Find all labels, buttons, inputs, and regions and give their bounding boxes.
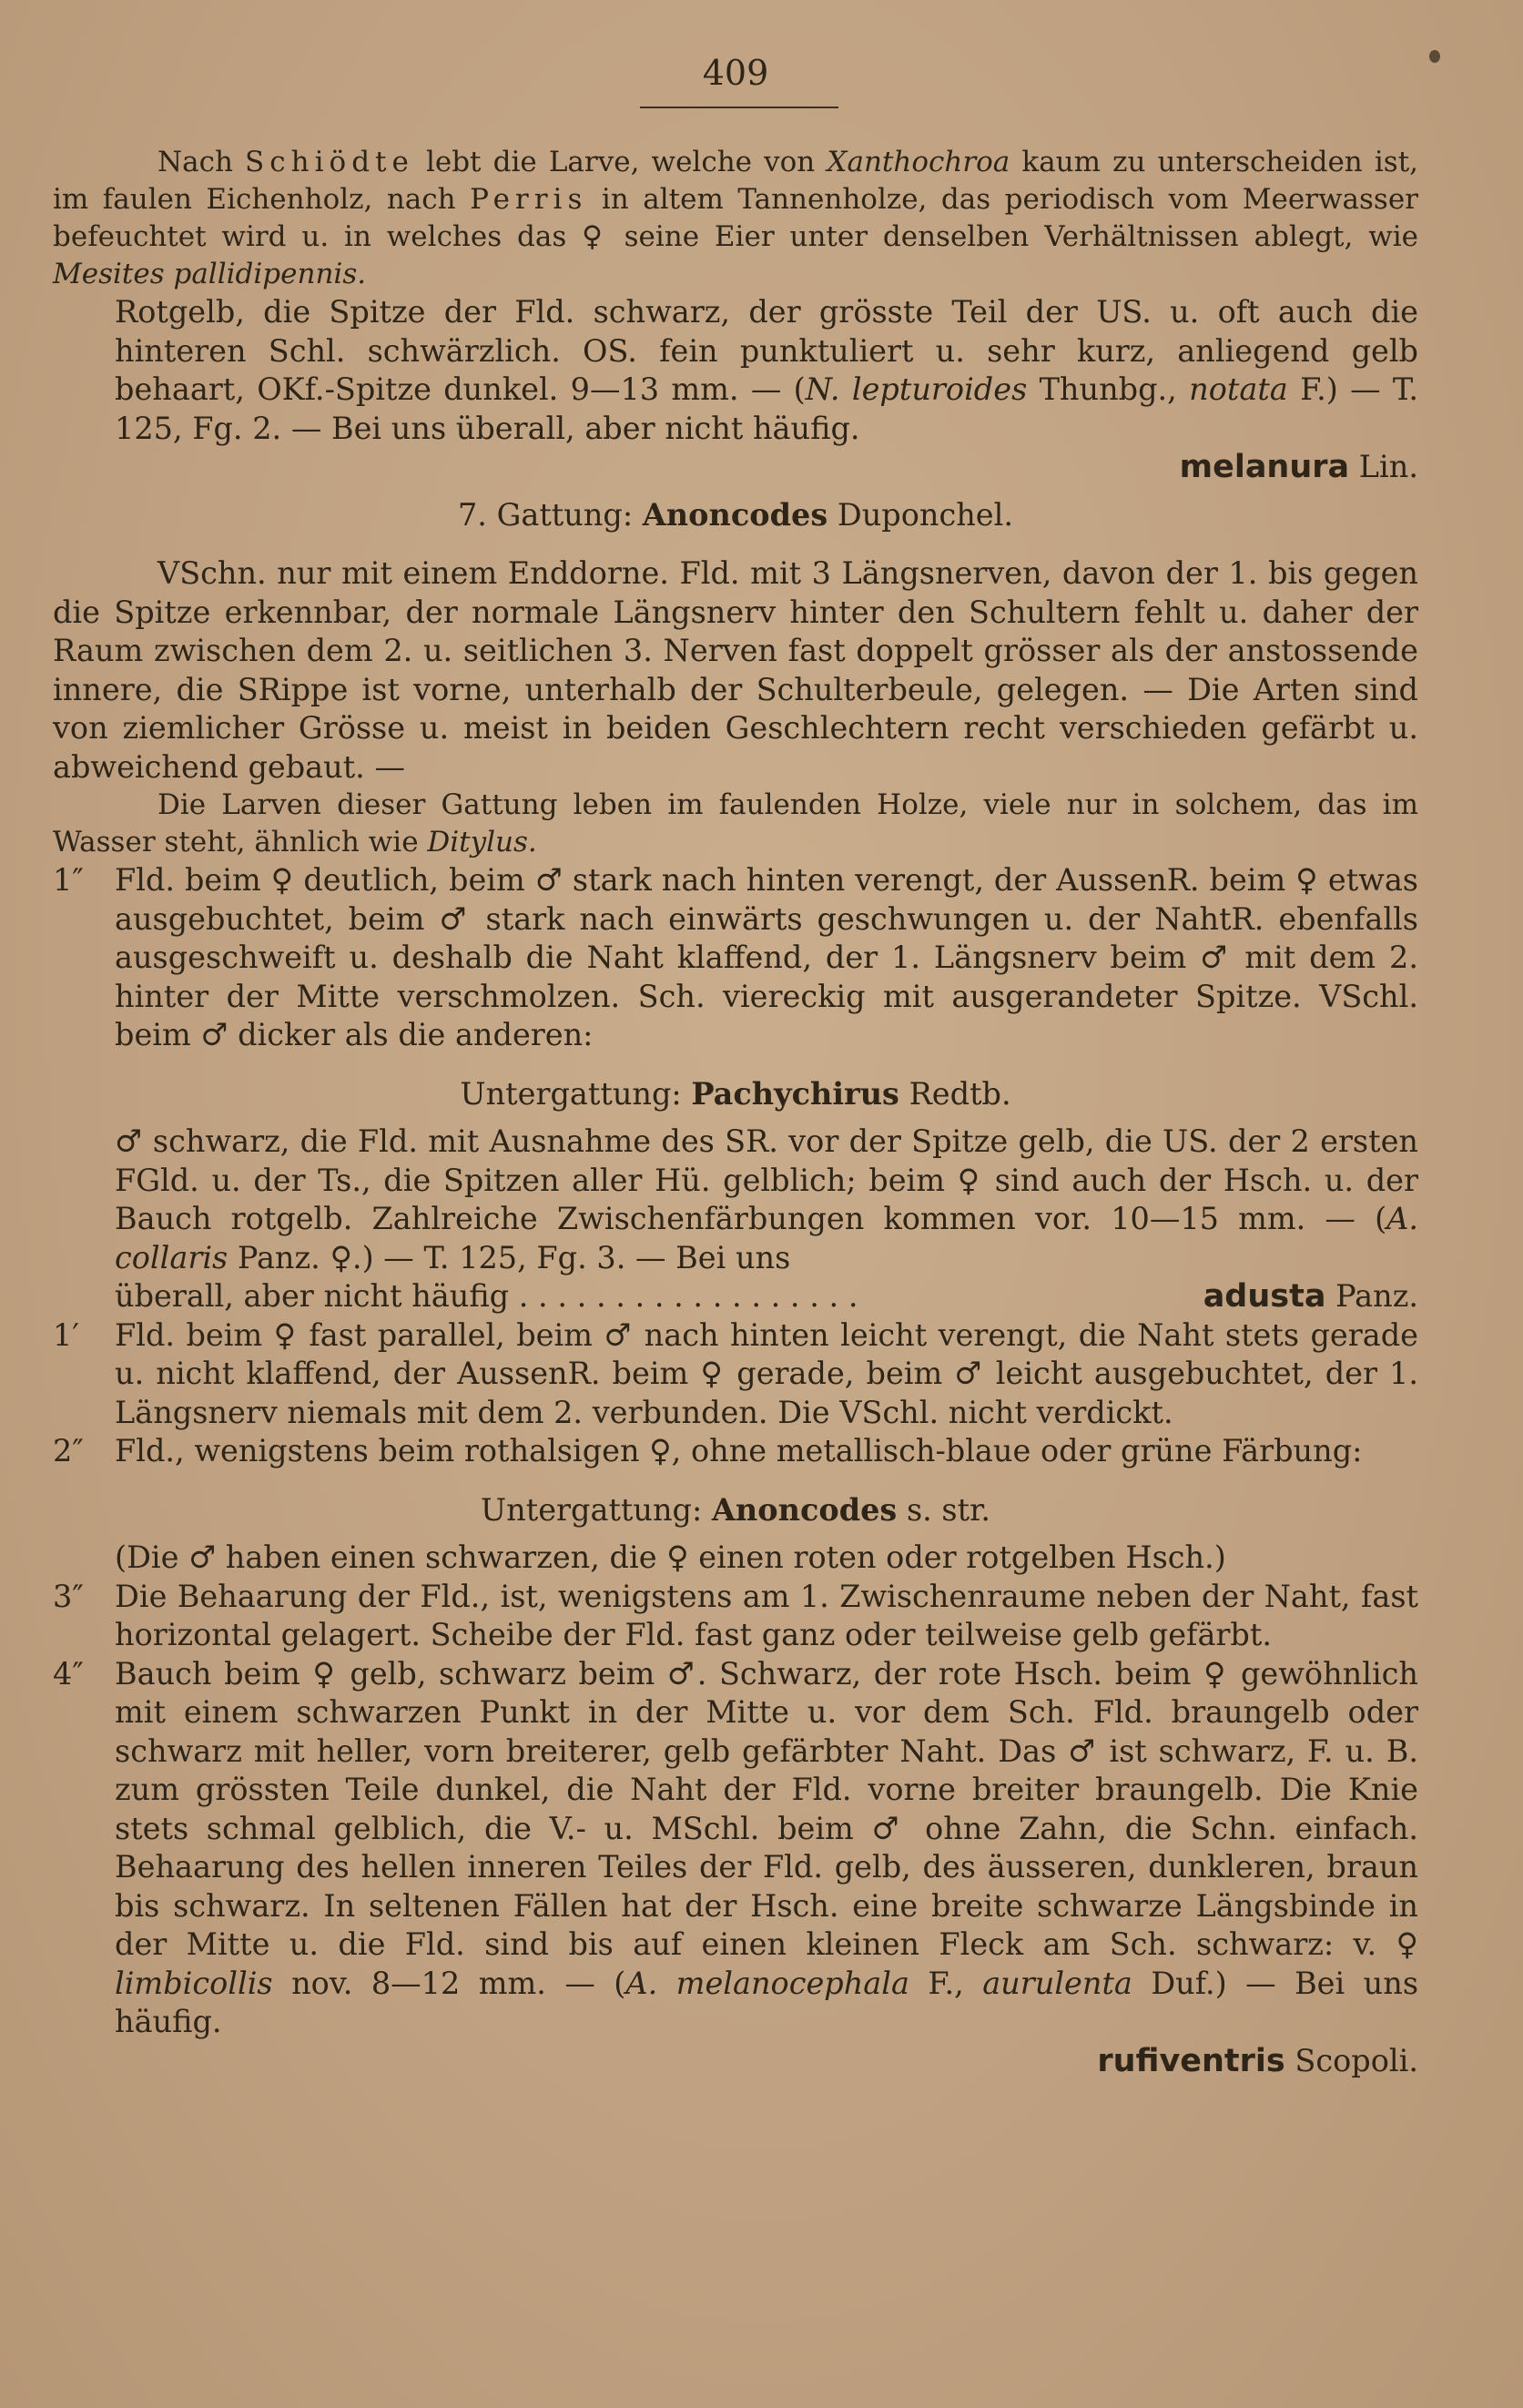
- genus-author: Duponchel.: [827, 496, 1013, 533]
- melanura-author: Lin.: [1349, 449, 1418, 484]
- subgenus-prefix: Untergattung:: [460, 1075, 692, 1112]
- subgenus-pachychirus-heading: [53, 1075, 1418, 1114]
- key-4-text-3: F.,: [909, 1965, 983, 2001]
- species-melanura: melanura: [1179, 449, 1350, 485]
- key-3-text: Die Behaarung der Fld., ist, wenigstens am 1. Zwischenraume neben der Naht, fast horizontal gelagert. Scheibe der Fld. fast ganz oder teilweise gelb gefärbt.: [115, 1578, 1418, 1652]
- melanura-text-3: F.) — T. 125, Fg. 2. — Bei uns überall, aber nicht häufig.: [115, 371, 1418, 446]
- subgenus2-author: s. str.: [897, 1491, 991, 1528]
- key-1a: [53, 861, 1418, 1055]
- key-4-text-1: Bauch beim ♀ gelb, schwarz beim ♂. Schwarz, der rote Hsch. beim ♀ gewöhnlich mit einem schwarzen Punkt in der Mitte u. vor dem Sch. Fld. braungelb oder schwarz mit heller, vorn breiterer, gelb gefärbter Naht. Das ♂ ist schwarz, F. u. B. zum grössten Teile dunkel, die Naht der Fld. vorne breiter braungelb. Die Knie stets schmal gelblich, die V.- u. MSchl. beim ♂ ohne Zahn, die Schn. einfach. Behaarung des hellen inneren Teiles der Fld. gelb, des äusseren, dunkleren, braun bis schwarz. In seltenen Fällen hat der Hsch. eine breite schwarze Längsbinde in der Mitte u. die Fld. sind bis auf einen kleinen Fleck am Sch. schwarz: v. ♀: [115, 1655, 1418, 1962]
- rufiventris-author: Scopoli.: [1284, 2042, 1418, 2078]
- species-rufiventris: rufiventris: [1097, 2042, 1285, 2079]
- rufiventris-name-line: [53, 2042, 1418, 2081]
- author-schiodte: Schiödte: [245, 146, 414, 178]
- adusta-author: Panz.: [1325, 1278, 1418, 1314]
- key-4: [53, 1655, 1418, 2042]
- adusta-synonym: A. collaris: [115, 1201, 1418, 1275]
- genus-description: VSchn. nur mit einem Enddorne. Fld. mit 3 Längsnerven, davon der 1. bis gegen die Spitze erkennbar, der normale Längsnerv hinter den Schultern fehlt u. daher der Raum zwischen dem 2. u. seitlichen 3. Nerven fast doppelt grösser als der anstossende innere, die SRippe ist vorne, unterhalb der Schulterbeule, gelegen. — Die Arten sind von ziemlicher Grösse u. meist in beiden Geschlechtern recht verschieden gefärbt u. abweichend gebaut. —: [53, 555, 1418, 785]
- intro-text-1: Nach: [157, 146, 246, 178]
- larvae-paragraph: [53, 787, 1418, 861]
- page-number: 409: [702, 53, 769, 93]
- rufiventris-synonym-2: aurulenta: [982, 1965, 1132, 2001]
- page-body: [53, 144, 1418, 2080]
- melanura-text-2: Thunbg.,: [1027, 371, 1190, 407]
- genus-prefix: 7. Gattung:: [457, 496, 643, 533]
- adusta-leader: überall, aber nicht häufig . . . . . . . . . . . . . . . . . .: [115, 1278, 858, 1314]
- key-4-text-4: Duf.) — Bei uns häufig.: [115, 1965, 1419, 2039]
- key-2-text: Fld., wenigstens beim rothalsigen ♀, ohne metallisch-blaue oder grüne Färbung:: [115, 1433, 1363, 1468]
- adusta-description: [53, 1123, 1418, 1277]
- key-4-number: 4″: [53, 1655, 84, 1692]
- sex-note: (Die ♂ haben einen schwarzen, die ♀ einen roten oder rotgelben Hsch.): [115, 1539, 1226, 1575]
- adusta-text-2: Panz. ♀.) — T. 125, Fg. 3. — Bei uns: [228, 1239, 791, 1275]
- header-rule: [640, 107, 838, 108]
- key-2-number: 2″: [53, 1433, 84, 1468]
- intro-text-4: in altem Tannenholze, das periodisch vom Meerwasser befeuchtet wird u. in welches das ♀ seine Eier unter denselben Verhältnissen ablegt, wie: [53, 183, 1418, 253]
- genus-xanthochroa: Xanthochroa: [827, 146, 1010, 178]
- adusta-text-1: ♂ schwarz, die Fld. mit Ausnahme des SR. vor der Spitze gelb, die US. der 2 ersten FGld. u. der Ts., die Spitzen aller Hü. gelblich; beim ♀ sind auch der Hsch. u. der Bauch rotgelb. Zahlreiche Zwischenfärbungen kommen vor. 10—15 mm. — (: [115, 1123, 1418, 1236]
- subgenus2-name: Anoncodes: [711, 1491, 898, 1528]
- genus-heading: [53, 496, 1418, 535]
- intro-text-2: lebt die Larve, welche von: [413, 146, 827, 178]
- adusta-name-line: [53, 1277, 1418, 1316]
- melanura-name-line: [53, 448, 1418, 487]
- key-2: [53, 1432, 1418, 1471]
- melanura-synonym-1: N. lepturoides: [805, 371, 1028, 407]
- key-3-number: 3″: [53, 1578, 84, 1614]
- key-1a-text: Fld. beim ♀ deutlich, beim ♂ stark nach hinten verengt, der AussenR. beim ♀ etwas ausgebuchtet, beim ♂ stark nach einwärts geschwungen u. der NahtR. ebenfalls ausgeschweift u. deshalb die Naht klaffend, der 1. Längsnerv beim ♂ mit dem 2. hinter der Mitte verschmolzen. Sch. viereckig mit ausgerandeter Spitze. VSchl. beim ♂ dicker als die anderen:: [115, 862, 1418, 1052]
- ink-blot: [1429, 50, 1440, 63]
- variety-limbicollis: limbicollis: [115, 1965, 273, 2001]
- genus-name: Anoncodes: [642, 496, 828, 533]
- rufiventris-synonym-1: A. melanocephala: [625, 1965, 909, 2001]
- larvae-text: Die Larven dieser Gattung leben im faulenden Holze, viele nur in solchem, das im Wasser steht, ähnlich wie: [53, 788, 1418, 859]
- key-3: [53, 1578, 1418, 1655]
- intro-text-3: kaum zu unterscheiden ist, im faulen Eichenholz, nach: [53, 146, 1418, 216]
- key-1a-number: 1″: [53, 862, 84, 898]
- melanura-text-1: Rotgelb, die Spitze der Fld. schwarz, der grösste Teil der US. u. oft auch die hinteren Schl. schwärzlich. OS. fein punktuliert u. sehr kurz, anliegend gelb behaart, OKf.-Spitze dunkel. 9—13 mm. — (: [115, 294, 1418, 407]
- subgenus2-prefix: Untergattung:: [480, 1491, 712, 1528]
- intro-paragraph: [53, 144, 1418, 293]
- subgenus-anoncodes-heading: [53, 1491, 1418, 1530]
- subgenus-author: Redtb.: [899, 1075, 1011, 1112]
- species-adusta: adusta: [1203, 1278, 1326, 1315]
- author-perris: Perris: [470, 183, 588, 216]
- key-1b-text: Fld. beim ♀ fast parallel, beim ♂ nach hinten leicht verengt, die Naht stets gerade u. nicht klaffend, der AussenR. beim ♀ gerade, beim ♂ leicht ausgebuchtet, der 1. Längsnerv niemals mit dem 2. verbunden. Die VSchl. nicht verdickt.: [115, 1316, 1418, 1430]
- key-1b: [53, 1316, 1418, 1433]
- melanura-synonym-2: notata: [1189, 371, 1288, 407]
- melanura-description: [53, 293, 1418, 448]
- species-mesites: Mesites pallidipennis.: [53, 258, 367, 290]
- subgenus-name: Pachychirus: [691, 1075, 899, 1112]
- key-4-text-2: nov. 8—12 mm. — (: [272, 1965, 626, 2001]
- key-1b-number: 1′: [53, 1316, 79, 1353]
- genus-ditylus: Ditylus.: [427, 826, 537, 859]
